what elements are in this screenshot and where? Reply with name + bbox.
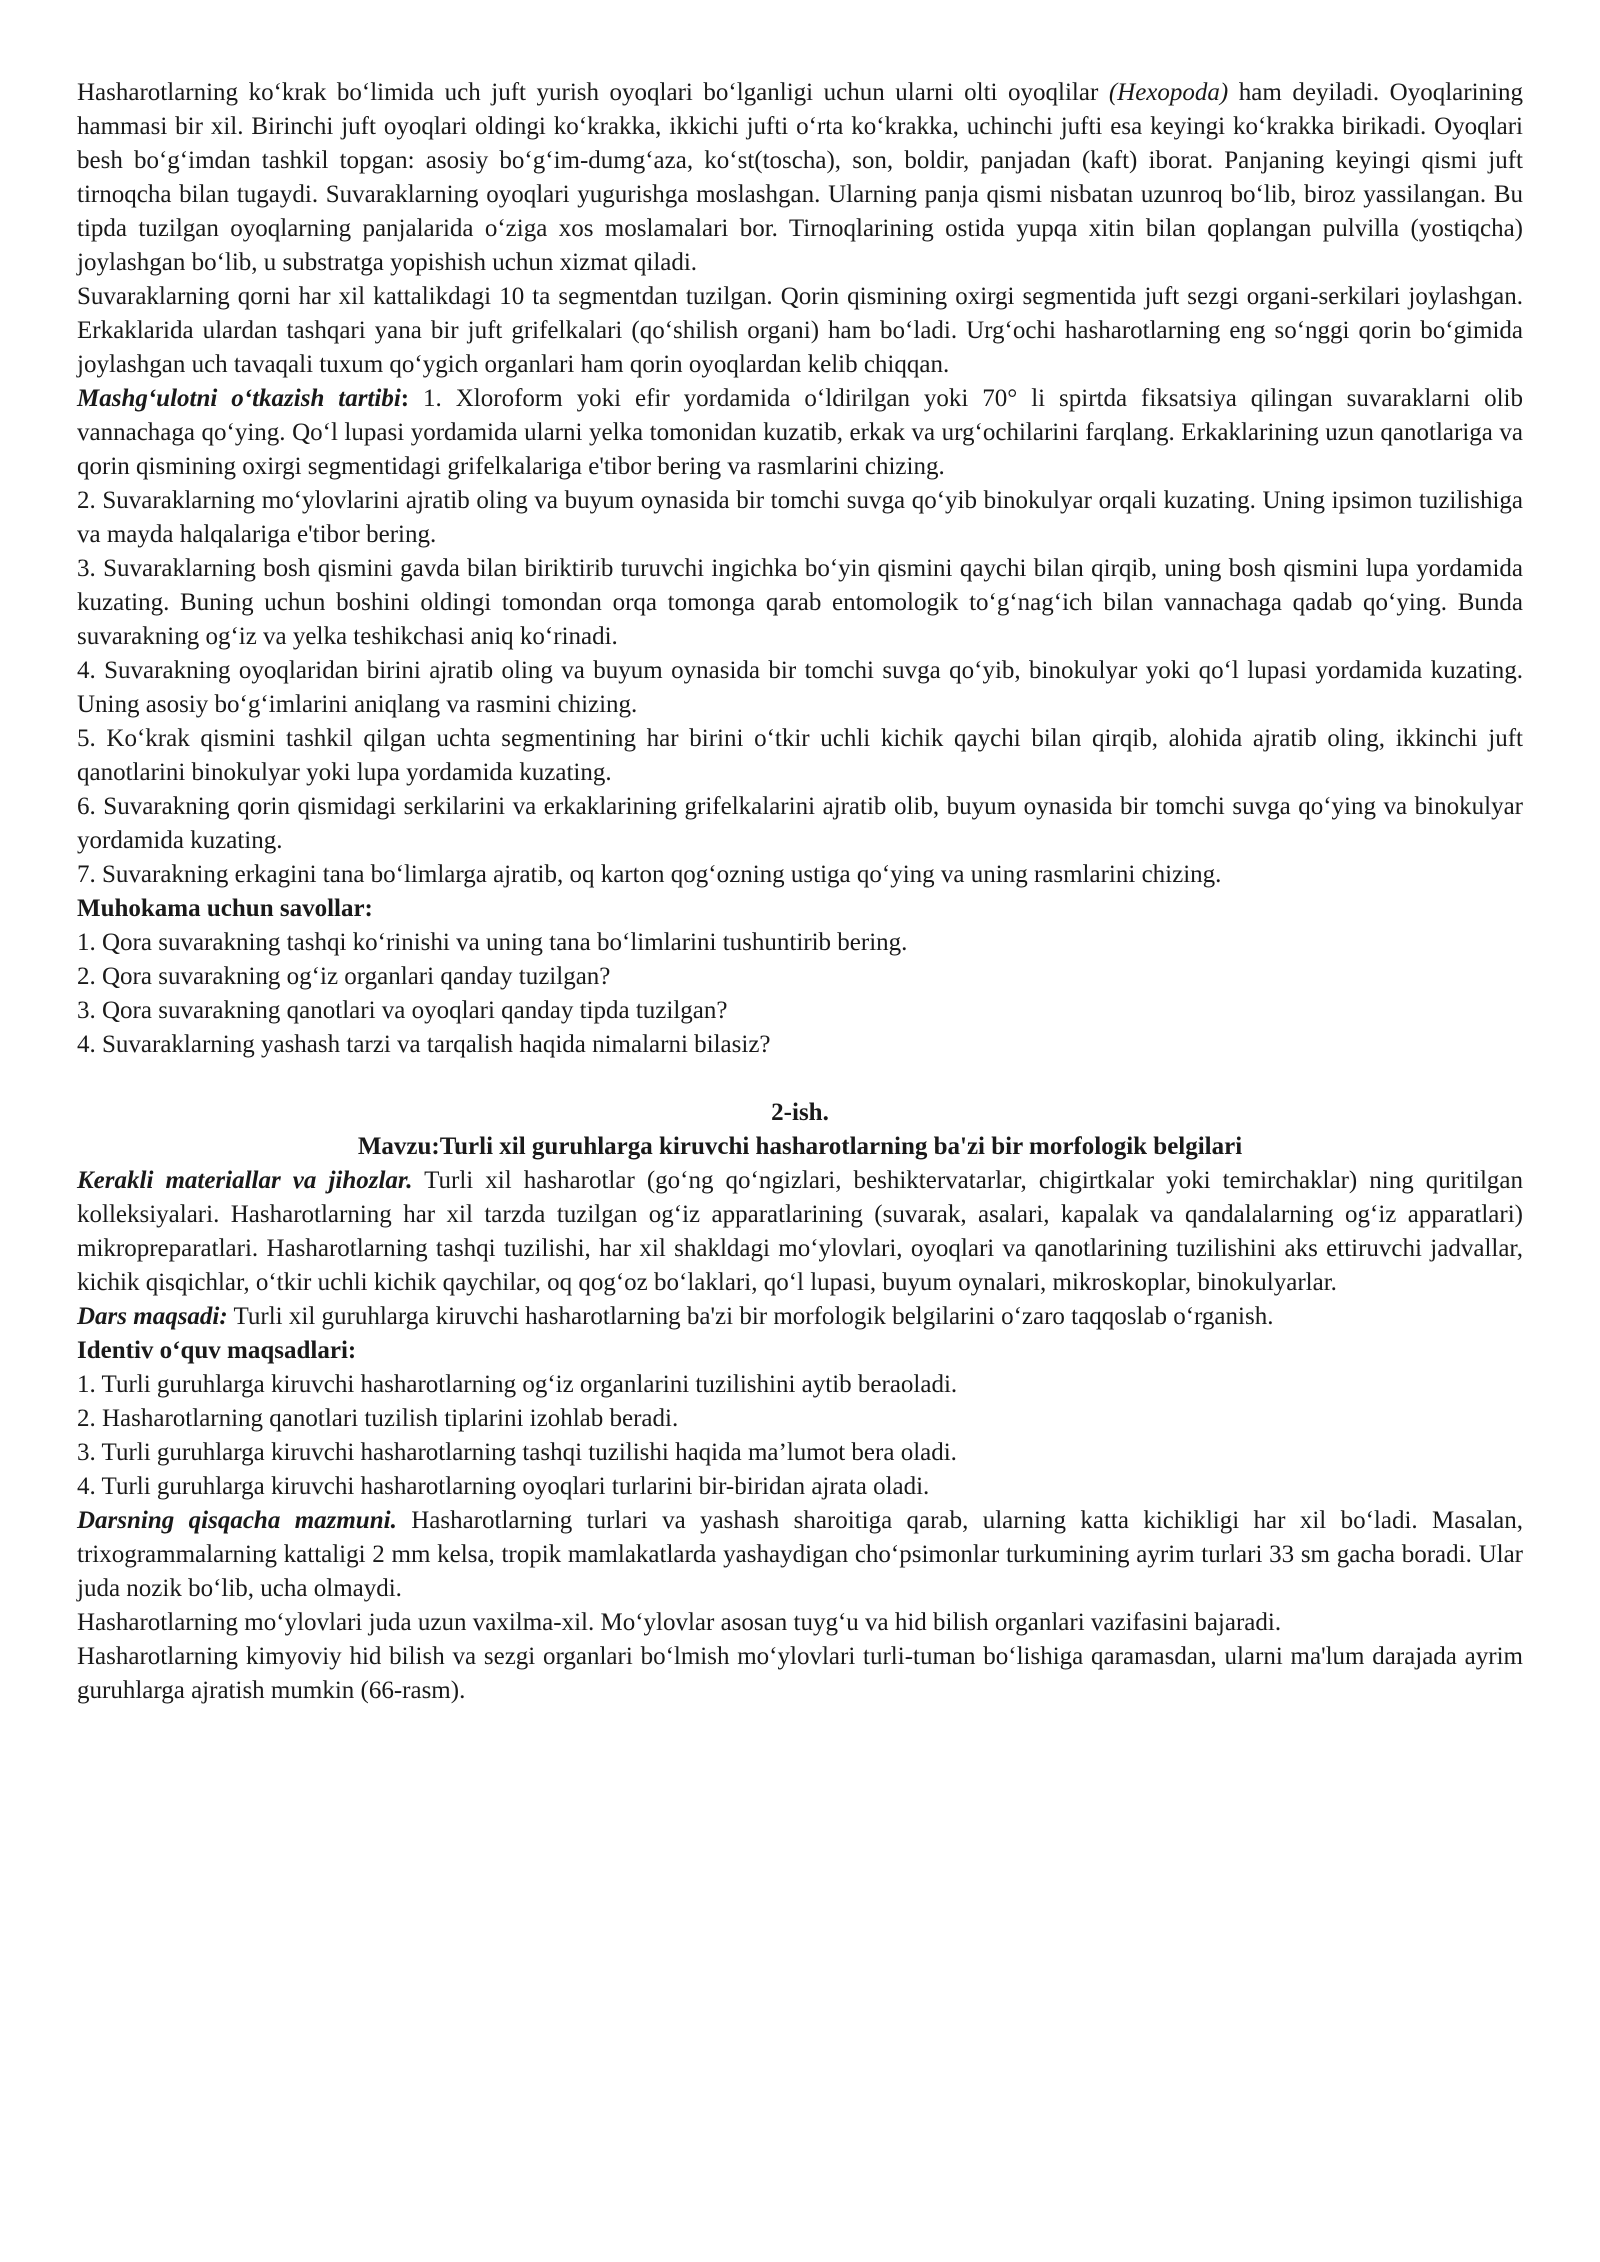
objectives-heading: Identiv o‘quv maqsadlari:: [77, 1337, 357, 1364]
discussion-heading: Muhokama uchun savollar:: [77, 895, 373, 922]
objective-item: 2. Hasharotlarning qanotlari tuzilish tiplarini izohlab beradi.: [77, 1405, 679, 1432]
antennae-groups-paragraph: Hasharotlarning kimyoviy hid bilish va sezgi organlari bo‘lmish mo‘ylovlari turli-tuman bo‘lishiga qaramasdan, ularni ma'lum darajada ayrim guruhlarga ajratish mumkin (66-rasm).: [77, 1643, 1523, 1704]
section-gap: [77, 1062, 1523, 1096]
document-page: [77, 76, 1523, 1708]
discussion-question: 2. Qora suvarakning og‘iz organlari qanday tuzilgan?: [77, 963, 611, 990]
discussion-question: 1. Qora suvarakning tashqi ko‘rinishi va uning tana bo‘limlarini tushuntirib bering.: [77, 929, 908, 956]
objective-item: 3. Turli guruhlarga kiruvchi hasharotlarning tashqi tuzilishi haqida ma’lumot bera oladi.: [77, 1439, 957, 1466]
paragraph-legs: Hasharotlarning ko‘krak bo‘limida uch juft yurish oyoqlari bo‘lganligi uchun ularni olti oyoqlilar (Hexopoda) ham deyiladi. Oyoqlarining hammasi bir xil. Birinchi juft oyoqlari oldingi ko‘krakka, ikkichi jufti o‘rta ko‘krakka, uchinchi jufti esa keyingi ko‘krakka birikadi. Oyoqlari besh bo‘g‘imdan tashkil topgan: asosiy bo‘g‘im-dumg‘aza, ko‘st(toscha), son, boldir, panjadan (kaft) iborat. Panjaning keyingi qismi juft tirnoqcha bilan tugaydi. Suvaraklarning oyoqlari yugurishga moslashgan. Ularning panja qismi nisbatan uzunroq bo‘lib, biroz yassilangan. Bu tipda tuzilgan oyoqlarning panjalarida o‘ziga xos moslamalari bor. Tirnoqlarining ostida yupqa xitin bilan qoplangan pulvilla (yostiqcha) joylashgan bo‘lib, u substratga yopishish uchun xizmat qiladi.: [77, 79, 1523, 276]
section-number: 2-ish.: [771, 1099, 829, 1126]
procedure-step: 2. Suvaraklarning mo‘ylovlarini ajratib oling va buyum oynasida bir tomchi suvga qo‘yib binokulyar orqali kuzating. Uning ipsimon tuzilishiga va mayda halqalariga e'tibor bering.: [77, 487, 1523, 548]
summary-paragraph: Darsning qisqacha mazmuni. Hasharotlarning turlari va yashash sharoitiga qarab, ularning katta kichikligi har xil bo‘ladi. Masalan, trixogrammalarning kattaligi 2 mm kelsa, tropik mamlakatlarda yashaydigan cho‘psimonlar turkumining ayrim turlari 33 sm gacha boradi. Ular juda nozik bo‘lib, ucha olmaydi.: [77, 1507, 1523, 1602]
procedure-step: 4. Suvarakning oyoqlaridan birini ajratib oling va buyum oynasida bir tomchi suvga qo‘yib, binokulyar yoki qo‘l lupasi yordamida kuzating. Uning asosiy bo‘g‘imlarini aniqlang va rasmini chizing.: [77, 657, 1523, 718]
discussion-question: 4. Suvaraklarning yashash tarzi va tarqalish haqida nimalarni bilasiz?: [77, 1031, 771, 1058]
goal-paragraph: Dars maqsadi: Turli xil guruhlarga kiruvchi hasharotlarning ba'zi bir morfologik belgilarini o‘zaro taqqoslab o‘rganish.: [77, 1303, 1274, 1330]
procedure-step: 6. Suvarakning qorin qismidagi serkilarini va erkaklarining grifelkalarini ajratib olib, buyum oynasida bir tomchi suvga qo‘ying va binokulyar yordamida kuzating.: [77, 793, 1523, 854]
procedure-step: 3. Suvaraklarning bosh qismini gavda bilan biriktirib turuvchi ingichka bo‘yin qismini qaychi bilan qirqib, uning bosh qismini lupa yordamida kuzating. Buning uchun boshini oldingi tomondan orqa tomonga qarab entomologik to‘g‘nag‘ich bilan vannachaga qadab qo‘ying. Bunda suvarakning og‘iz va yelka teshikchasi aniq ko‘rinadi.: [77, 555, 1523, 650]
paragraph-abdomen: Suvaraklarning qorni har xil kattalikdagi 10 ta segmentdan tuzilgan. Qorin qismining oxirgi segmentida juft sezgi organi-serkilari joylashgan. Erkaklarida ulardan tashqari yana bir juft grifelkalari (qo‘shilish organi) ham bo‘ladi. Urg‘ochi hasharotlarning eng so‘nggi qorin bo‘gimida joylashgan uch tavaqali tuxum qo‘ygich organlari ham qorin oyoqlardan kelib chiqqan.: [77, 283, 1523, 378]
section-topic: Mavzu:Turli xil guruhlarga kiruvchi hasharotlarning ba'zi bir morfologik belgilari: [357, 1133, 1243, 1160]
procedure-heading: Mashg‘ulotni o‘tkazish tartibi: [77, 385, 401, 412]
materials-label: Kerakli materiallar va jihozlar.: [77, 1167, 413, 1194]
procedure-step: 5. Ko‘krak qismini tashkil qilgan uchta segmentining har birini o‘tkir uchli kichik qaychi bilan qirqib, alohida ajratib oling, ikkinchi juft qanotlarini binokulyar yoki lupa yordamida kuzating.: [77, 725, 1523, 786]
procedure-step-1: Mashg‘ulotni o‘tkazish tartibi: 1. Xloroform yoki efir yordamida o‘ldirilgan yoki 70° li spirtda fiksatsiya qilingan suvaraklarni olib vannachaga qo‘ying. Qo‘l lupasi yordamida ularni yelka tomonidan kuzatib, erkak va urg‘ochilarini farqlang. Erkaklarining uzun qanotlariga va qorin qismining oxirgi segmentidagi grifelkalariga e'tibor bering va rasmlarini chizing.: [77, 385, 1523, 480]
objective-item: 4. Turli guruhlarga kiruvchi hasharotlarning oyoqlari turlarini bir-biridan ajrata oladi.: [77, 1473, 930, 1500]
procedure-step: 7. Suvarakning erkagini tana bo‘limlarga ajratib, oq karton qog‘ozning ustiga qo‘ying va uning rasmlarini chizing.: [77, 861, 1222, 888]
goal-label: Dars maqsadi:: [77, 1303, 228, 1330]
objective-item: 1. Turli guruhlarga kiruvchi hasharotlarning og‘iz organlarini tuzilishini aytib beraoladi.: [77, 1371, 958, 1398]
antennae-paragraph: Hasharotlarning mo‘ylovlari juda uzun vaxilma-xil. Mo‘ylovlar asosan tuyg‘u va hid bilish organlari vazifasini bajaradi.: [77, 1609, 1282, 1636]
discussion-question: 3. Qora suvarakning qanotlari va oyoqlari qanday tipda tuzilgan?: [77, 997, 728, 1024]
latin-term: (Hexopoda): [1108, 79, 1229, 106]
summary-label: Darsning qisqacha mazmuni.: [77, 1507, 397, 1534]
materials-paragraph: Kerakli materiallar va jihozlar. Turli xil hasharotlar (go‘ng qo‘ngizlari, beshiktervatarlar, chigirtkalar yoki temirchaklar) ning quritilgan kolleksiyalari. Hasharotlarning har xil tarzda tuzilgan og‘iz apparatlarining (suvarak, asalari, kapalak va qandalalarning og‘iz apparatlari) mikropreparatlari. Hasharotlarning tashqi tuzilishi, har xil shakldagi mo‘ylovlari, oyoqlari va qanotlarining tuzilishini aks ettiruvchi jadvallar, kichik qisqichlar, o‘tkir uchli kichik qaychilar, oq qog‘oz bo‘laklari, qo‘l lupasi, buyum oynalari, mikroskoplar, binokulyarlar.: [77, 1167, 1523, 1296]
